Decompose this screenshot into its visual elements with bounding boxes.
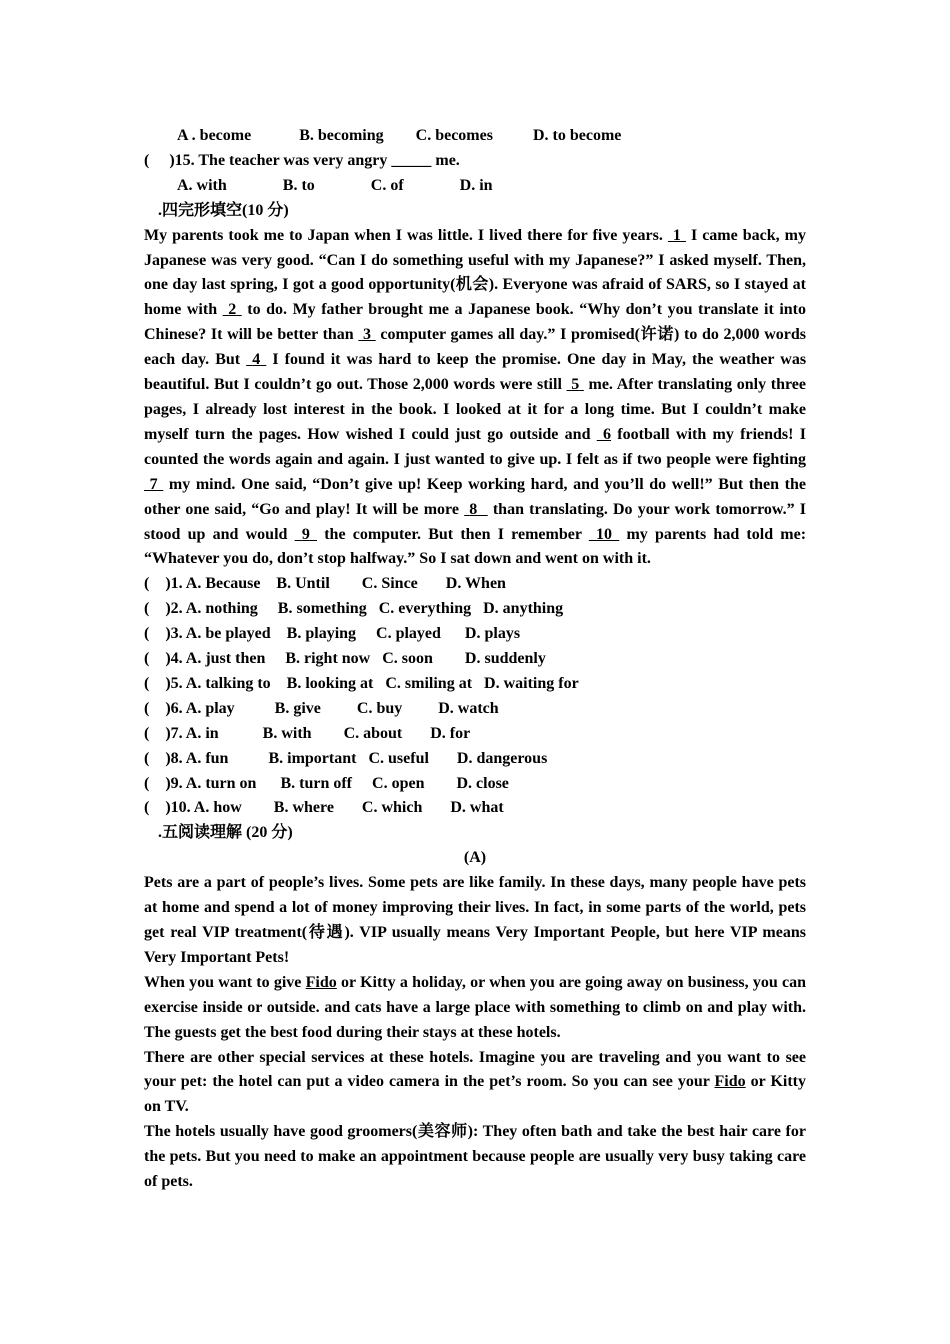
- blank-2: 2: [228, 301, 237, 319]
- document-page: [144, 124, 806, 1195]
- cloze-question-1: ( )1. A. Because B. Until C. Since D. When: [144, 575, 506, 593]
- cloze-question-6: ( )6. A. play B. give C. buy D. watch: [144, 699, 499, 717]
- section-4-heading: .四完形填空(10 分): [158, 201, 289, 219]
- blank-10: 10: [596, 525, 613, 543]
- passage-a-label: (A): [463, 849, 487, 867]
- blank-8: 8: [469, 500, 478, 518]
- prev-question-options: A . become B. becoming C. becomes D. to become: [177, 127, 622, 144]
- blank-5: 5: [571, 376, 580, 394]
- blank-7: 7: [149, 475, 158, 493]
- cloze-question-9: ( )9. A. turn on B. turn off C. open D. close: [144, 774, 509, 792]
- blank-6: 6: [603, 425, 612, 443]
- question-15-options: A. with B. to C. of D. in: [177, 176, 493, 194]
- cloze-question-10: ( )10. A. how B. where C. which D. what: [144, 799, 504, 817]
- blank-1: 1: [672, 226, 681, 244]
- blank-9: 9: [301, 525, 310, 543]
- cloze-question-5: ( )5. A. talking to B. looking at C. smiling at D. waiting for: [144, 674, 579, 692]
- reading-paragraph-3: There are other special services at these hotels. Imagine you are traveling and you want to see your pet: the hotel can put a video camera in the pet’s room. So you can see your Fido or Kitty on TV.: [144, 1048, 806, 1116]
- reading-paragraph-4: The hotels usually have good groomers(美容师): They often bath and take the best hair care for the pets. But you need to make an appointment because people are usually very busy taking care of pets.: [144, 1123, 806, 1191]
- cloze-question-3: ( )3. A. be played B. playing C. played D. plays: [144, 625, 521, 643]
- blank-4: 4: [252, 351, 261, 369]
- question-15-stem: ( )15. The teacher was very angry _____ me.: [144, 151, 460, 169]
- cloze-question-7: ( )7. A. in B. with C. about D. for: [144, 724, 471, 742]
- cloze-passage: My parents took me to Japan when I was little. I lived there for five years. 1 I came back, my Japanese was very good. “Can I do something useful with my Japanese?” I asked myself. Then, one day last spring, I got a good opportunity(机会). Everyone was afraid of SARS, so I stayed at home with 2 to do. My father brought me a Japanese book. “Why don’t you translate it into Chinese? It will be better than 3 computer games all day.” I promised(许诺) to do 2,000 words each day. But 4 I found it was hard to keep the promise. One day in May, the weather was beautiful. But I couldn’t go out. Those 2,000 words were still 5 me. After translating only three pages, I already lost interest in the book. I looked at it for a long time. But I couldn’t make myself turn the pages. How wished I could just go outside and 6 football with my friends! I counted the words again and again. I just wanted to give up. I felt as if two people were fighting 7 my mind. One said, “Don’t give up! Keep working hard, and you’ll do well!” But then the other one said, “Go and play! It will be more 8 than translating. Do your work tomorrow.” I stood up and would 9 the computer. But then I remember 10 my parents had told me: “Whatever you do, don’t stop halfway.” So I sat down and went on with it.: [144, 226, 807, 568]
- fido-word: Fido: [305, 973, 337, 991]
- reading-paragraph-2: When you want to give Fido or Kitty a holiday, or when you are going away on business, you can exercise inside or outside. and cats have a large place with something to climb on and play with. The guests get the best food during their stays at these hotels.: [144, 973, 807, 1041]
- cloze-question-4: ( )4. A. just then B. right now C. soon D. suddenly: [144, 650, 546, 668]
- reading-paragraph-1: Pets are a part of people’s lives. Some pets are like family. In these days, many people have pets at home and spend a lot of money improving their lives. In fact, in some parts of the world, pets get real VIP treatment(待遇). VIP usually means Very Important People, but here VIP means Very Important Pets!: [144, 874, 806, 966]
- blank-3: 3: [363, 326, 372, 344]
- section-5-heading: .五阅读理解 (20 分): [158, 824, 293, 842]
- cloze-question-8: ( )8. A. fun B. important C. useful D. dangerous: [144, 749, 548, 767]
- cloze-question-2: ( )2. A. nothing B. something C. everything D. anything: [144, 600, 564, 618]
- fido-word: Fido: [714, 1073, 746, 1091]
